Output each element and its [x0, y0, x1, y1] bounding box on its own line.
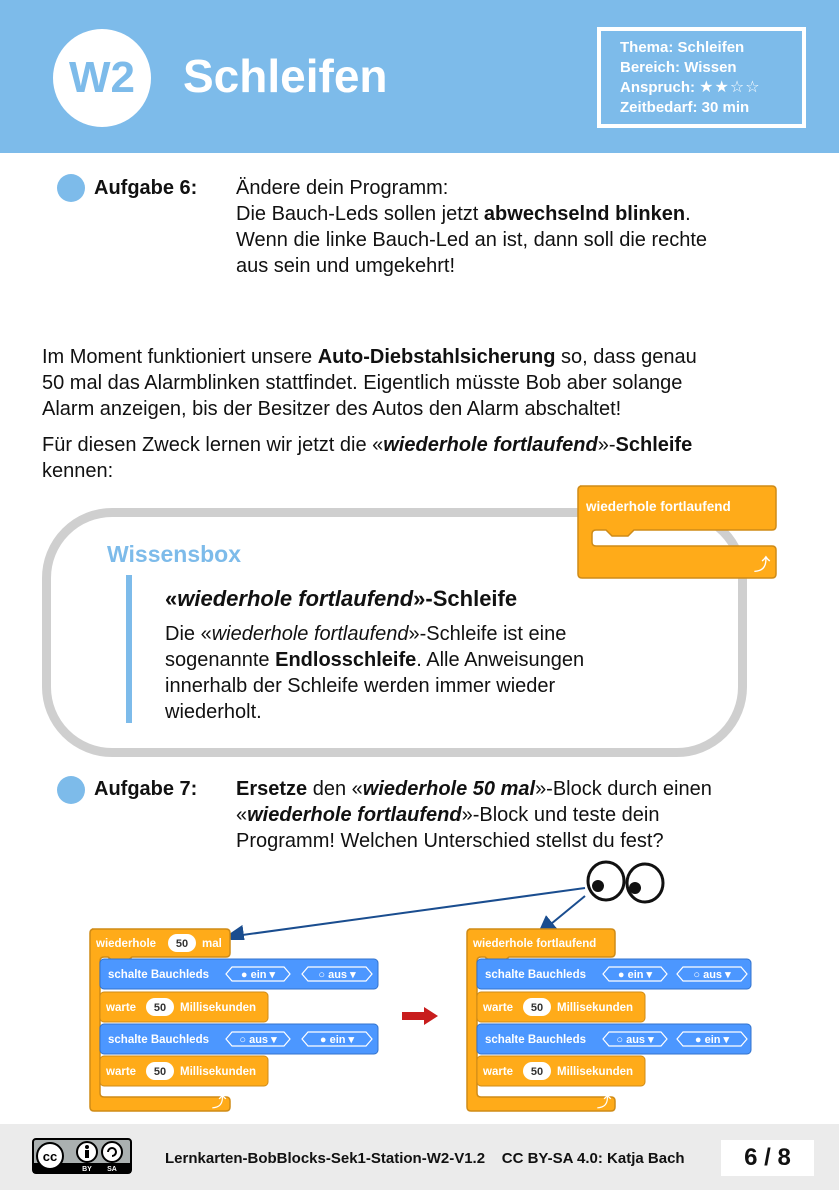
wait-2-unit: Millisekunden — [180, 1066, 257, 1078]
info-zeitbedarf: Zeitbedarf: 30 min — [620, 99, 750, 116]
page-number: 6 / 8 — [721, 1140, 814, 1176]
task-6-line-2-c: . — [685, 203, 691, 225]
task-7-l1-a: Ersetze — [236, 778, 308, 800]
forever-block-illustration — [576, 484, 780, 584]
eyes-icon — [588, 862, 663, 902]
wait-1-unit: Millisekunden — [557, 1002, 634, 1014]
program-left — [88, 927, 388, 1115]
set-leds-1-label: schalte Bauchleds — [485, 969, 586, 981]
intro-p1-d: 50 mal das Alarmblinken stattfindet. Eigentlich müsste Bob aber solange — [42, 372, 683, 394]
intro-paragraph-1 — [42, 344, 792, 422]
info-thema: Thema: Schleifen — [620, 39, 745, 56]
task-6-bullet-icon — [57, 174, 85, 202]
kb-text-d: sogenannte — [165, 649, 276, 671]
wait-1-value: 50 — [153, 1002, 167, 1014]
info-anspruch-label: Anspruch: — [620, 79, 695, 96]
by-icon-text: BY — [82, 1166, 92, 1173]
task-7-l2-c: »-Block und teste dein — [461, 804, 660, 826]
wait-1-value: 50 — [530, 1002, 544, 1014]
task-6-line-2-a: Die Bauch-Leds sollen jetzt — [236, 203, 484, 225]
wait-2-value: 50 — [530, 1066, 544, 1078]
license-text: CC BY-SA 4.0: Katja Bach — [501, 1150, 685, 1167]
knowledge-box-title: Wissensbox — [107, 541, 242, 567]
wait-1-label: warte — [483, 1002, 514, 1014]
intro-p2-e: kennen: — [42, 460, 114, 482]
page-title: Schleifen — [183, 50, 388, 102]
task-7-bullet-icon — [57, 776, 85, 804]
knowledge-box-text — [165, 621, 645, 725]
transform-arrow-icon — [400, 1005, 440, 1027]
repeat-end-icon: ⤴ — [212, 1094, 226, 1110]
cc-icon-text: cc — [42, 1149, 58, 1164]
repeat-count-value: 50 — [175, 938, 189, 950]
program-right — [465, 927, 765, 1115]
task-6-emphasis: abwechselnd blinken — [483, 203, 686, 225]
kb-text-c: »-Schleife ist eine — [408, 623, 567, 645]
document-id: Lernkarten-BobBlocks-Sek1-Station-W2-V1.2 — [165, 1150, 486, 1167]
intro-p1-c: so, dass genau — [555, 346, 697, 368]
footer-info — [165, 1149, 685, 1169]
set-leds-1-label: schalte Bauchleds — [108, 969, 209, 981]
task-7-l2-a: « — [236, 804, 248, 826]
kb-heading-b: wiederhole fortlaufend — [177, 586, 414, 611]
wait-2-label: warte — [483, 1066, 514, 1078]
forever-label: wiederhole fortlaufend — [473, 938, 597, 950]
led-right-1-value: ○ aus ▾ — [693, 969, 731, 981]
task-7-l1-b: den « — [307, 778, 363, 800]
intro-p2-c: »- — [597, 434, 616, 456]
task-6-line-4: aus sein und umgekehrt! — [236, 255, 456, 277]
info-box — [597, 27, 806, 128]
task-6-text — [236, 175, 796, 279]
task-7-l1-d: »-Block durch einen — [535, 778, 712, 800]
kb-heading-c: »-Schleife — [413, 586, 518, 611]
task-7-text — [236, 776, 796, 854]
wait-2-label: warte — [106, 1066, 137, 1078]
led-left-1-value: ● ein ▾ — [240, 969, 276, 981]
wait-2-unit: Millisekunden — [557, 1066, 634, 1078]
kb-text-h: wiederholt. — [165, 701, 262, 723]
repeat-label: wiederhole — [96, 938, 157, 950]
wait-1-unit: Millisekunden — [180, 1002, 257, 1014]
led-right-2-value: ● ein ▾ — [319, 1034, 355, 1046]
intro-p1-b: Auto-Diebstahlsicherung — [317, 346, 556, 368]
kb-text-f: . Alle Anweisungen — [416, 649, 585, 671]
kb-heading-a: « — [165, 586, 178, 611]
set-leds-2-label: schalte Bauchleds — [108, 1034, 209, 1046]
wait-2-value: 50 — [153, 1066, 167, 1078]
intro-p1-e: Alarm anzeigen, bis der Besitzer des Autos den Alarm abschaltet! — [42, 398, 622, 420]
info-anspruch — [620, 78, 802, 98]
intro-p1-a: Im Moment funktioniert unsere — [42, 346, 318, 368]
wait-1-label: warte — [106, 1002, 137, 1014]
intro-p2-a: Für diesen Zweck lernen wir jetzt die « — [42, 434, 384, 456]
task-6-line-1: Ändere dein Programm: — [236, 177, 449, 199]
sa-icon-text: SA — [107, 1166, 117, 1173]
task-6-line-2 — [236, 201, 796, 227]
kb-text-b: wiederhole fortlaufend — [211, 623, 409, 645]
repeat-suffix: mal — [202, 938, 222, 950]
task-7-l3: Programm! Welchen Unterschied stellst du fest? — [236, 830, 664, 852]
forever-block-label: wiederhole fortlaufend — [586, 499, 731, 514]
kb-text-g: innerhalb der Schleife werden immer wieder — [165, 675, 556, 697]
intro-paragraph-2 — [42, 432, 792, 484]
led-right-1-value: ○ aus ▾ — [318, 969, 356, 981]
loop-return-icon: ⤴ — [754, 557, 771, 574]
page-header — [0, 0, 839, 153]
task-7-l2-b: wiederhole fortlaufend — [247, 804, 462, 826]
task-6-line-3: Wenn die linke Bauch-Led an ist, dann soll die rechte — [236, 229, 708, 251]
station-badge: W2 — [53, 29, 151, 127]
kb-text-e: Endlosschleife — [275, 649, 417, 671]
set-leds-2-label: schalte Bauchleds — [485, 1034, 586, 1046]
led-left-1-value: ● ein ▾ — [617, 969, 653, 981]
info-bereich: Bereich: Wissen — [620, 59, 737, 76]
intro-p2-b: wiederhole fortlaufend — [383, 434, 598, 456]
cc-license-icon — [32, 1138, 132, 1174]
knowledge-box-heading — [165, 585, 517, 613]
task-7-l1-c: wiederhole 50 mal — [362, 778, 536, 800]
kb-text-a: Die « — [165, 623, 212, 645]
led-left-2-value: ○ aus ▾ — [239, 1034, 277, 1046]
task-7-label: Aufgabe 7: — [94, 778, 198, 800]
knowledge-box-accent-bar — [126, 575, 132, 723]
forever-end-icon: ⤴ — [597, 1094, 611, 1110]
difficulty-stars-icon: ★★☆☆ — [699, 79, 761, 96]
task-6-label: Aufgabe 6: — [94, 177, 198, 199]
led-left-2-value: ○ aus ▾ — [616, 1034, 654, 1046]
intro-p2-d: Schleife — [615, 434, 693, 456]
led-right-2-value: ● ein ▾ — [694, 1034, 730, 1046]
